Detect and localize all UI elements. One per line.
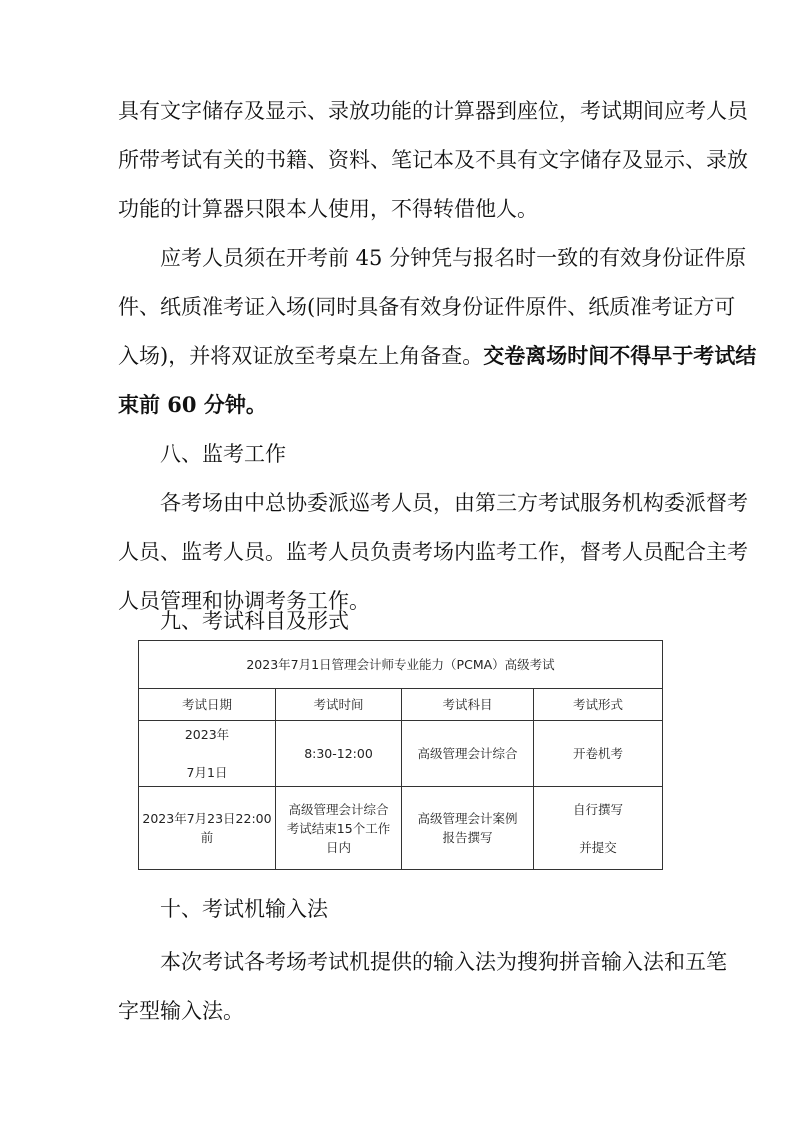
section-heading: 九、考试科目及形式 bbox=[160, 609, 349, 633]
table-cell bbox=[139, 787, 276, 870]
paragraph-line: 字型输入法。 bbox=[118, 999, 244, 1023]
column-header: 考试日期 bbox=[139, 689, 276, 721]
exam-date: 2023年7月23日22:00 前 bbox=[142, 811, 272, 845]
exam-subject: 高级管理会计案例 报告撰写 bbox=[417, 811, 518, 845]
section-heading: 十、考试机输入法 bbox=[160, 897, 328, 921]
table-title: 2023年7月1日管理会计师专业能力（PCMA）高级考试 bbox=[139, 641, 663, 689]
column-header: 考试科目 bbox=[402, 689, 534, 721]
paragraph-line: 具有文字储存及显示、录放功能的计算器到座位，考试期间应考人员 bbox=[118, 99, 748, 123]
paragraph-line bbox=[118, 342, 756, 370]
paragraph-line: 件、纸质准考证入场(同时具备有效身份证件原件、纸质准考证方可 bbox=[118, 295, 736, 319]
column-header: 考试时间 bbox=[276, 689, 402, 721]
exam-time: 8:30-12:00 bbox=[304, 746, 373, 761]
table-row bbox=[139, 721, 663, 787]
paragraph-line: 本次考试各考场考试机提供的输入法为搜狗拼音输入法和五笔 bbox=[160, 950, 727, 974]
section-heading: 八、监考工作 bbox=[160, 442, 286, 466]
table-cell bbox=[139, 721, 276, 787]
table-row bbox=[139, 787, 663, 870]
paragraph-line: 应考人员须在开考前 45 分钟凭与报名时一致的有效身份证件原 bbox=[160, 246, 747, 270]
exam-time: 高级管理会计综合 考试结束15个工作 日内 bbox=[286, 801, 391, 855]
table-cell bbox=[534, 787, 663, 870]
paragraph-text: 入场)，并将双证放至考桌左上角备查。 bbox=[118, 344, 484, 368]
table-cell bbox=[276, 787, 402, 870]
table-cell bbox=[402, 787, 534, 870]
paragraph-line: 人员管理和协调考务工作。 bbox=[118, 589, 370, 613]
exam-date: 2023年 7月1日 bbox=[184, 727, 230, 780]
table-cell bbox=[402, 721, 534, 787]
table-cell bbox=[276, 721, 402, 787]
bold-notice-text: 交卷离场时间不得早于考试结 bbox=[483, 343, 757, 368]
paragraph-line: 人员、监考人员。监考人员负责考场内监考工作，督考人员配合主考 bbox=[118, 540, 748, 564]
paragraph-line: 所带考试有关的书籍、资料、笔记本及不具有文字储存及显示、录放 bbox=[118, 148, 748, 172]
table-cell bbox=[534, 721, 663, 787]
exam-subject: 高级管理会计综合 bbox=[417, 746, 518, 761]
paragraph-line: 各考场由中总协委派巡考人员，由第三方考试服务机构委派督考 bbox=[160, 491, 748, 515]
exam-schedule-table bbox=[138, 640, 663, 870]
paragraph-line: 功能的计算器只限本人使用，不得转借他人。 bbox=[118, 197, 538, 221]
exam-format: 自行撰写 并提交 bbox=[573, 801, 624, 855]
column-header: 考试形式 bbox=[534, 689, 663, 721]
exam-format: 开卷机考 bbox=[573, 746, 624, 761]
bold-notice-text: 束前 60 分钟。 bbox=[118, 392, 267, 417]
